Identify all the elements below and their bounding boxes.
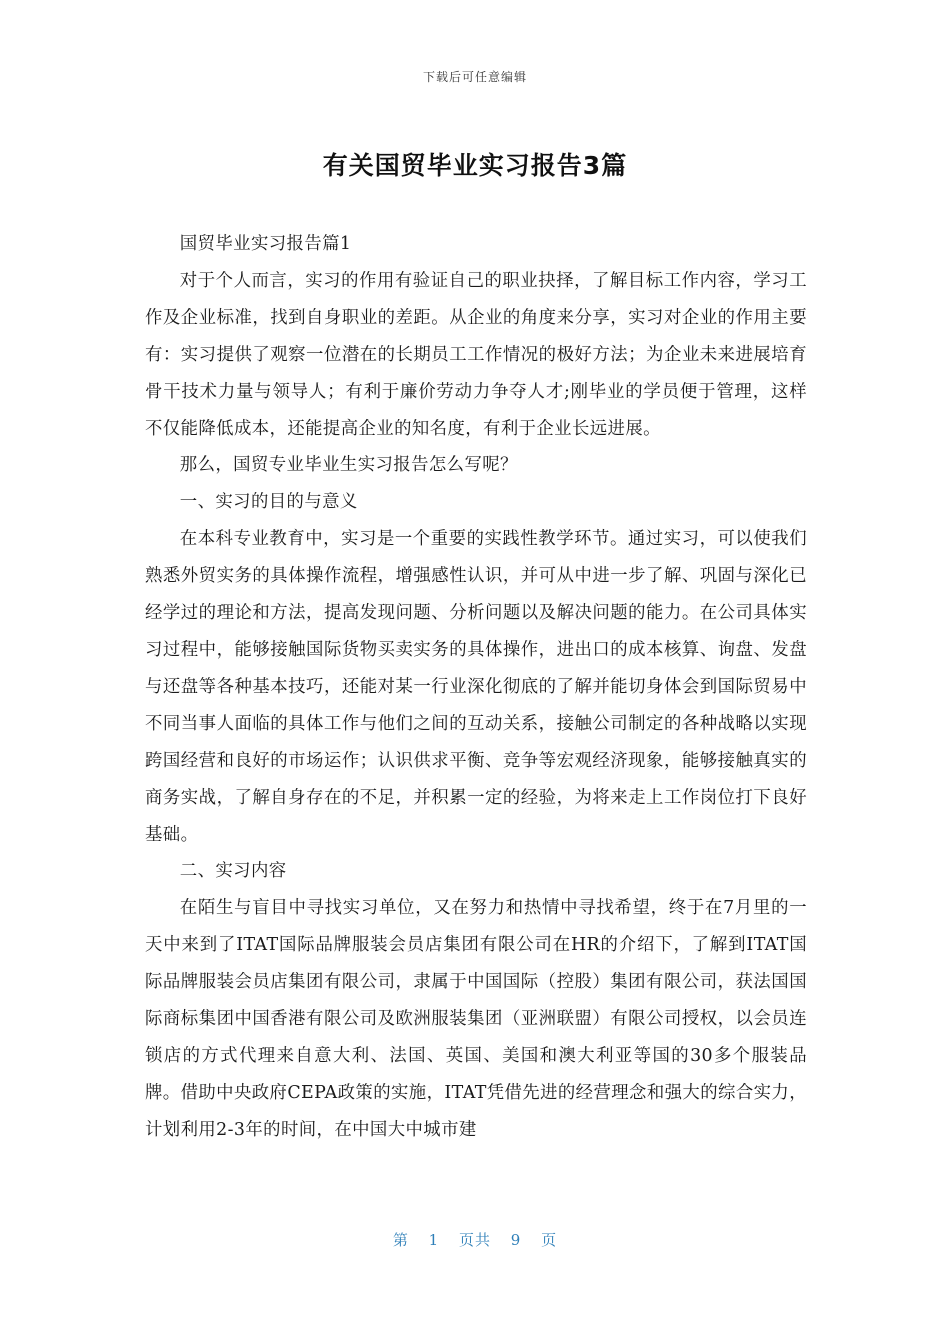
section-heading-content: 二、实习内容 bbox=[179, 861, 287, 882]
page-number-indicator: 第 1 页共 9 页 bbox=[392, 1231, 558, 1249]
paragraph-intro: 对于个人而言，实习的作用有验证自己的职业抉择，了解目标工作内容，学习工作及企业标准，找到自身职业的差距。从企业的角度来分享，实习对企业的作用主要有：实习提供了观察一位潜在的长期员工工作情况的极好方法；为企业未来进展培育骨干技术力量与领导人；有利于廉价劳动力争夺人才;刚毕业的学员便于管理，这样不仅能降低成本，还能提高企业的知名度，有利于企业长远进展。 bbox=[145, 270, 807, 439]
section-heading-report-1: 国贸毕业实习报告篇1 bbox=[179, 234, 352, 254]
document-body bbox=[145, 226, 807, 1149]
paragraph-question: 那么，国贸专业毕业生实习报告怎么写呢？ bbox=[179, 455, 518, 476]
section-heading-purpose: 一、实习的目的与意义 bbox=[179, 492, 358, 513]
document-title: 有关国贸毕业实习报告3篇 bbox=[322, 151, 628, 180]
page-header-note: 下载后可任意编辑 bbox=[422, 70, 527, 84]
paragraph-content: 在陌生与盲目中寻找实习单位，又在努力和热情中寻找希望，终于在7月里的一天中来到了ITAT国际品牌服装会员店集团有限公司在HR的介绍下，了解到ITAT国际品牌服装会员店集团有限公司，隶属于中国国际（控股）集团有限公司，获法国国际商标集团中国香港有限公司及欧洲服装集团（亚洲联盟）有限公司授权，以会员连锁店的方式代理来自意大利、法国、英国、美国和澳大利亚等国的30多个服装品牌。借助中央政府CEPA政策的实施，ITAT凭借先进的经营理念和强大的综合实力，计划利用2-3年的时间，在中国大中城市建 bbox=[145, 898, 807, 1140]
paragraph-purpose: 在本科专业教育中，实习是一个重要的实践性教学环节。通过实习，可以使我们熟悉外贸实务的具体操作流程，增强感性认识，并可从中进一步了解、巩固与深化已经学过的理论和方法，提高发现问题、分析问题以及解决问题的能力。在公司具体实习过程中，能够接触国际货物买卖实务的具体操作，进出口的成本核算、询盘、发盘与还盘等各种基本技巧，还能对某一行业深化彻底的了解并能切身体会到国际贸易中不同当事人面临的具体工作与他们之间的互动关系，接触公司制定的各种战略以实现跨国经营和良好的市场运作；认识供求平衡、竞争等宏观经济现象，能够接触真实的商务实战，了解自身存在的不足，并积累一定的经验，为将来走上工作岗位打下良好基础。 bbox=[145, 529, 807, 845]
